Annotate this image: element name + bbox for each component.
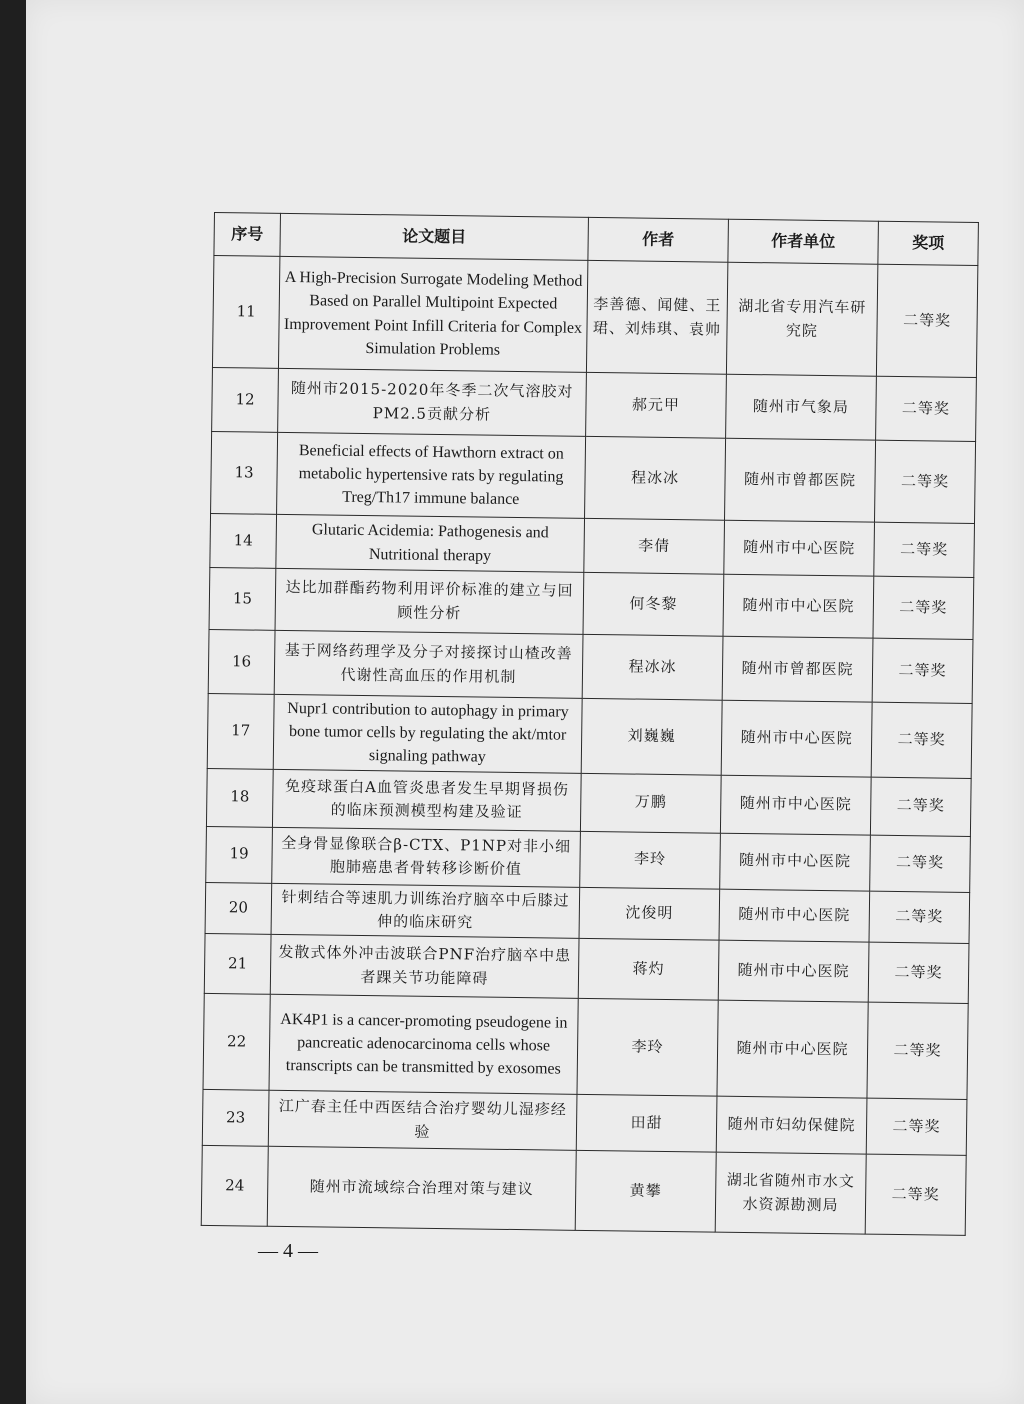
cell-award: 二等奖 [874,440,975,523]
cell-award: 二等奖 [873,576,974,639]
cell-unit: 随州市中心医院 [720,833,871,891]
document-page [26,0,1024,1404]
table-row [202,1089,967,1155]
table-row [206,768,971,836]
cell-no: 19 [206,826,273,883]
header-no: 序号 [214,213,281,257]
cell-author: 李玲 [577,998,718,1096]
cell-unit: 湖北省随州市水文水资源勘测局 [715,1152,866,1234]
page-number: — 4 — [258,1240,318,1262]
cell-title: 随州市流域综合治理对策与建议 [267,1146,576,1230]
cell-award: 二等奖 [872,638,973,703]
table-row [203,994,968,1100]
cell-no: 20 [205,882,272,934]
cell-no: 17 [207,693,274,768]
cell-author: 万鹏 [580,773,721,833]
cell-title: 针刺结合等速肌力训练治疗脑卒中后膝过伸的临床研究 [271,883,580,939]
cell-no: 22 [203,994,270,1091]
cell-no: 16 [208,629,275,694]
cell-unit: 随州市曾都医院 [725,438,876,522]
cell-award: 二等奖 [876,376,977,441]
cell-award: 二等奖 [865,1154,966,1235]
cell-unit: 湖北省专用汽车研究院 [726,262,877,376]
cell-title: Glutaric Acidemia: Pathogenesis and Nutritional therapy [276,514,585,572]
cell-unit: 随州市曾都医院 [722,636,873,702]
cell-author: 李玲 [580,831,721,889]
cell-title: 发散式体外冲击波联合PNF治疗脑卒中患者踝关节功能障碍 [270,934,579,998]
table-row [201,1145,966,1235]
cell-no: 18 [206,768,273,827]
cell-award: 二等奖 [874,522,975,577]
cell-author: 程冰冰 [582,634,723,700]
table-row [211,431,976,523]
cell-unit: 随州市中心医院 [721,700,872,777]
table-row [208,629,973,703]
cell-no: 21 [204,934,271,995]
cell-author: 蒋灼 [578,938,719,1000]
cell-unit: 随州市中心医院 [724,520,875,576]
cell-title: AK4P1 is a cancer-promoting pseudogene in pancreatic adenocarcinoma cells whose transcripts can be transmitted by exosomes [269,994,578,1094]
cell-author: 郝元甲 [586,372,727,438]
cell-unit: 随州市中心医院 [718,940,869,1002]
cell-unit: 随州市妇幼保健院 [716,1096,867,1154]
cell-no: 23 [202,1089,269,1146]
cell-award: 二等奖 [867,1002,968,1099]
cell-title: 免疫球蛋白A血管炎患者发生早期肾损伤的临床预测模型构建及验证 [272,769,581,831]
cell-no: 12 [212,367,279,432]
header-award: 奖项 [878,221,979,265]
cell-award: 二等奖 [876,264,977,377]
cell-no: 11 [212,256,279,369]
table-row [210,513,975,577]
cell-author: 李倩 [584,518,725,574]
table-row [212,367,977,441]
table-row [212,256,977,378]
cell-author: 黄攀 [575,1150,716,1232]
cell-author: 田甜 [576,1094,717,1152]
cell-author: 沈俊明 [579,887,720,940]
cell-unit: 随州市中心医院 [720,775,871,835]
cell-title: 达比加群酯药物利用评价标准的建立与回顾性分析 [275,568,584,634]
cell-title: Nupr1 contribution to autophagy in primary bone tumor cells by regulating the akt/mtor signaling pathway [273,694,582,773]
cell-award: 二等奖 [866,1098,967,1155]
cell-author: 程冰冰 [585,436,726,520]
cell-award: 二等奖 [870,835,971,892]
cell-no: 24 [201,1145,268,1226]
cell-award: 二等奖 [870,777,971,836]
cell-title: 全身骨显像联合β-CTX、P1NP对非小细胞肺癌患者骨转移诊断价值 [272,827,581,887]
cell-title: Beneficial effects of Hawthorn extract on metabolic hypertensive rats by regulating Treg/Th17 immune balance [277,432,586,518]
cell-title: 基于网络药理学及分子对接探讨山楂改善代谢性高血压的作用机制 [274,630,583,698]
cell-award: 二等奖 [871,702,972,778]
cell-no: 13 [211,431,278,514]
cell-unit: 随州市中心医院 [717,1000,868,1098]
header-author: 作者 [588,217,729,262]
table-body [201,256,978,1236]
cell-author: 何冬黎 [583,572,724,636]
cell-title: 随州市2015-2020年冬季二次气溶胶对PM2.5贡献分析 [278,368,587,436]
table-row [206,826,971,892]
cell-unit: 随州市气象局 [726,374,877,440]
cell-author: 刘巍巍 [581,698,722,774]
cell-title: 江广春主任中西医结合治疗婴幼儿湿疹经验 [268,1090,577,1150]
cell-title: A High-Precision Surrogate Modeling Method Based on Parallel Multipoint Expected Improvement Point Infill Criteria for Complex Simulation Problems [278,256,587,372]
awards-table [201,212,979,1236]
table-row [209,567,974,639]
cell-award: 二等奖 [869,891,970,944]
cell-no: 14 [210,513,277,568]
cell-award: 二等奖 [868,942,969,1003]
table-row [204,934,969,1004]
cell-no: 15 [209,567,276,630]
cell-author: 李善德、闻健、王珺、刘炜琪、袁帅 [586,260,727,374]
cell-unit: 随州市中心医院 [719,889,870,942]
awards-table-container [201,212,978,1236]
cell-unit: 随州市中心医院 [723,574,874,638]
table-row [207,693,972,778]
header-unit: 作者单位 [728,219,879,264]
header-title: 论文题目 [280,213,589,260]
